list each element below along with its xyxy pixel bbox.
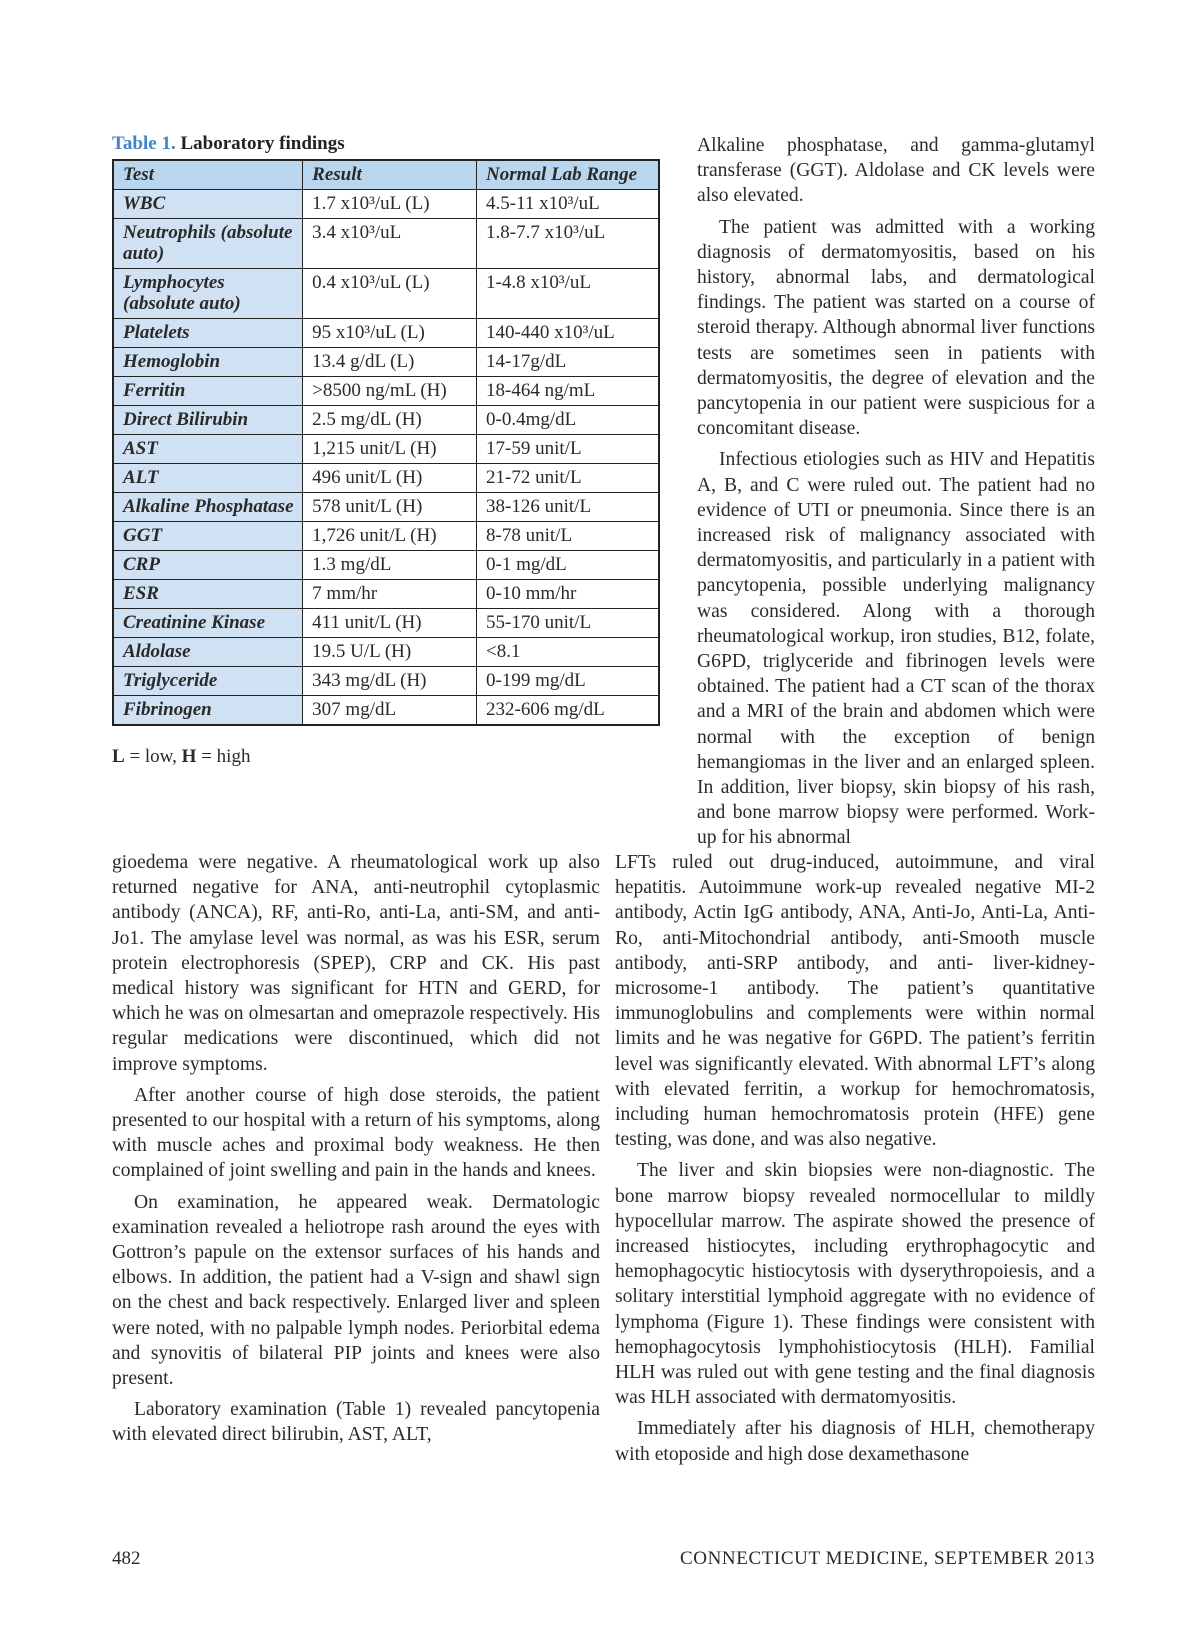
table-cell-result: 343 mg/dL (H) [303, 667, 477, 696]
table-row [113, 638, 659, 667]
paragraph: Alkaline phosphatase, and gamma-glutamyl transferase (GGT). Aldolase and CK levels were also elevated. [697, 135, 1095, 207]
table-caption-text: Laboratory findings [180, 133, 345, 154]
header-range: Normal Lab Range [477, 160, 659, 190]
table-cell-result: 1.7 x10³/uL (L) [303, 190, 477, 219]
table-cell-result: 307 mg/dL [303, 696, 477, 726]
table-cell-result: 578 unit/L (H) [303, 493, 477, 522]
table-cell-test: Hemoglobin [113, 348, 303, 377]
paragraph: gioedema were negative. A rheumatological work up also returned negative for ANA, anti-neutrophil cytoplasmic antibody (ANCA), RF, anti-Ro, anti-La, anti-SM, and anti-Jo1. The amylase level was normal, as was his ESR, serum protein electrophoresis (SPEP), CRP and CK. His past medical history was significant for HTN and GERD, for which he was on olmesartan and omeprazole respectively. His regular medications were discontinued, which did not improve symptoms. [112, 852, 600, 1075]
table-cell-range: 38-126 unit/L [477, 493, 659, 522]
table-caption-label: Table 1. [112, 133, 176, 154]
paragraph: Infectious etiologies such as HIV and Hepatitis A, B, and C were ruled out. The patient had no evidence of UTI or pneumonia. Since there is an increased risk of malignancy associated with dermatomyositis, and particularly in a patient with pancytopenia, possible underlying malignancy was considered. Along with a thorough rheumatological workup, iron studies, B12, folate, G6PD, triglyceride and fibrinogen levels were obtained. The patient had a CT scan of the thorax and a MRI of the brain and abdomen which were normal with the exception of benign hemangiomas in the liver and an enlarged spleen. In addition, liver biopsy, skin biopsy of his rash, and bone marrow biopsy were performed. Work-up for his abnormal [697, 449, 1095, 849]
table-cell-result: 7 mm/hr [303, 580, 477, 609]
table-cell-test: Platelets [113, 319, 303, 348]
table-cell-test: Alkaline Phosphatase [113, 493, 303, 522]
table-row [113, 219, 659, 269]
table-cell-range: 21-72 unit/L [477, 464, 659, 493]
left-column [112, 850, 600, 1454]
table-cell-test: Creatinine Kinase [113, 609, 303, 638]
table-cell-test: Direct Bilirubin [113, 406, 303, 435]
paragraph: LFTs ruled out drug-induced, autoimmune, and viral hepatitis. Autoimmune work-up revealed negative MI-2 antibody, Actin IgG antibody, ANA, Anti-Jo, Anti-La, Anti-Ro, anti-Mitochondrial antibody, anti-Smooth muscle antibody, anti-SRP antibody, and anti- liver-kidney-microsome-1 antibody. The patient’s quantitative immunoglobulins and complements were within normal limits and he was negative for G6PD. The patient’s ferritin level was significantly elevated. With abnormal LFT’s along with elevated ferritin, a workup for hemochromatosis, including human hemochromatosis protein (HFE) gene testing, was done, and was also negative. [615, 852, 1095, 1151]
header-test: Test [113, 160, 303, 190]
table-row [113, 522, 659, 551]
note-l-text: = low, [124, 746, 182, 767]
table-row [113, 348, 659, 377]
table-row [113, 580, 659, 609]
table-cell-result: 0.4 x10³/uL (L) [303, 269, 477, 319]
lab-findings-table [112, 159, 660, 726]
table-footnote [112, 746, 660, 768]
table-cell-range: 140-440 x10³/uL [477, 319, 659, 348]
table-row [113, 667, 659, 696]
journal-footer: CONNECTICUT MEDICINE, SEPTEMBER 2013 [680, 1548, 1095, 1569]
table-cell-range: 17-59 unit/L [477, 435, 659, 464]
right-column-bottom [615, 850, 1095, 1473]
table-cell-test: Lymphocytes (absolute auto) [113, 269, 303, 319]
table-cell-result: 1.3 mg/dL [303, 551, 477, 580]
table-cell-test: ESR [113, 580, 303, 609]
table-cell-range: 232-606 mg/dL [477, 696, 659, 726]
table-row [113, 696, 659, 726]
table-cell-range: 1.8-7.7 x10³/uL [477, 219, 659, 269]
note-h: H [181, 746, 197, 767]
table-cell-test: WBC [113, 190, 303, 219]
table-row [113, 269, 659, 319]
table-header-row [113, 160, 659, 190]
paragraph: On examination, he appeared weak. Dermatologic examination revealed a heliotrope rash around the eyes with Gottron’s papule on the extensor surfaces of his hands and elbows. In addition, the patient had a V-sign and shawl sign on the chest and back respectively. Enlarged liver and spleen were noted, with no palpable lymph nodes. Periorbital edema and synovitis of bilateral PIP joints and knees were also present. [112, 1191, 600, 1390]
table-cell-range: 0-1 mg/dL [477, 551, 659, 580]
table-cell-test: Ferritin [113, 377, 303, 406]
lab-table-block [112, 133, 660, 768]
table-cell-result: 1,726 unit/L (H) [303, 522, 477, 551]
table-cell-result: >8500 ng/mL (H) [303, 377, 477, 406]
table-cell-result: 3.4 x10³/uL [303, 219, 477, 269]
table-cell-range: 0-199 mg/dL [477, 667, 659, 696]
table-caption [112, 133, 660, 155]
table-cell-range: 18-464 ng/mL [477, 377, 659, 406]
paragraph: The patient was admitted with a working diagnosis of dermatomyositis, based on his history, abnormal labs, and dermatological findings. The patient was started on a course of steroid therapy. Although abnormal liver functions tests are sometimes seen in patients with dermatomyositis, the degree of elevation and the pancytopenia in our patient were suspicious for a concomitant disease. [697, 216, 1095, 440]
table-row [113, 609, 659, 638]
table-cell-result: 19.5 U/L (H) [303, 638, 477, 667]
table-cell-result: 411 unit/L (H) [303, 609, 477, 638]
table-row [113, 377, 659, 406]
table-cell-range: 8-78 unit/L [477, 522, 659, 551]
table-cell-test: ALT [113, 464, 303, 493]
table-cell-test: Fibrinogen [113, 696, 303, 726]
table-row [113, 551, 659, 580]
table-cell-test: Neutrophils (absolute auto) [113, 219, 303, 269]
table-cell-range: 4.5-11 x10³/uL [477, 190, 659, 219]
table-cell-test: CRP [113, 551, 303, 580]
right-column-top [697, 133, 1095, 857]
paragraph: Laboratory examination (Table 1) revealed pancytopenia with elevated direct bilirubin, AST, ALT, [112, 1399, 600, 1446]
table-cell-result: 2.5 mg/dL (H) [303, 406, 477, 435]
note-h-text: = high [196, 746, 251, 767]
table-cell-test: Aldolase [113, 638, 303, 667]
table-row [113, 190, 659, 219]
table-cell-result: 95 x10³/uL (L) [303, 319, 477, 348]
table-row [113, 464, 659, 493]
table-cell-range: 0-0.4mg/dL [477, 406, 659, 435]
table-cell-range: <8.1 [477, 638, 659, 667]
header-result: Result [303, 160, 477, 190]
page-number: 482 [112, 1548, 141, 1569]
table-cell-range: 14-17g/dL [477, 348, 659, 377]
table-row [113, 406, 659, 435]
table-cell-test: AST [113, 435, 303, 464]
table-cell-range: 0-10 mm/hr [477, 580, 659, 609]
table-row [113, 493, 659, 522]
paragraph: Immediately after his diagnosis of HLH, chemotherapy with etoposide and high dose dexamethasone [615, 1418, 1095, 1465]
table-cell-test: Triglyceride [113, 667, 303, 696]
table-cell-range: 55-170 unit/L [477, 609, 659, 638]
table-row [113, 435, 659, 464]
table-cell-result: 496 unit/L (H) [303, 464, 477, 493]
paragraph: The liver and skin biopsies were non-diagnostic. The bone marrow biopsy revealed normocellular to mildly hypocellular marrow. The aspirate showed the presence of increased histiocytes, including erythrophagocytic and hemophagocytic histiocytosis with dyserythropoiesis, and a solitary interstitial lymphoid aggregate with no evidence of lymphoma (Figure 1). These findings were consistent with hemophagocytosis lymphohistiocytosis (HLH). Familial HLH was ruled out with gene testing and the final diagnosis was HLH associated with dermatomyositis. [615, 1160, 1095, 1409]
paragraph: After another course of high dose steroids, the patient presented to our hospital with a return of his symptoms, along with muscle aches and proximal body weakness. He then complained of joint swelling and pain in the hands and knees. [112, 1084, 600, 1182]
table-cell-test: GGT [113, 522, 303, 551]
note-l: L [112, 746, 125, 767]
table-row [113, 319, 659, 348]
table-cell-range: 1-4.8 x10³/uL [477, 269, 659, 319]
table-cell-result: 1,215 unit/L (H) [303, 435, 477, 464]
table-cell-result: 13.4 g/dL (L) [303, 348, 477, 377]
